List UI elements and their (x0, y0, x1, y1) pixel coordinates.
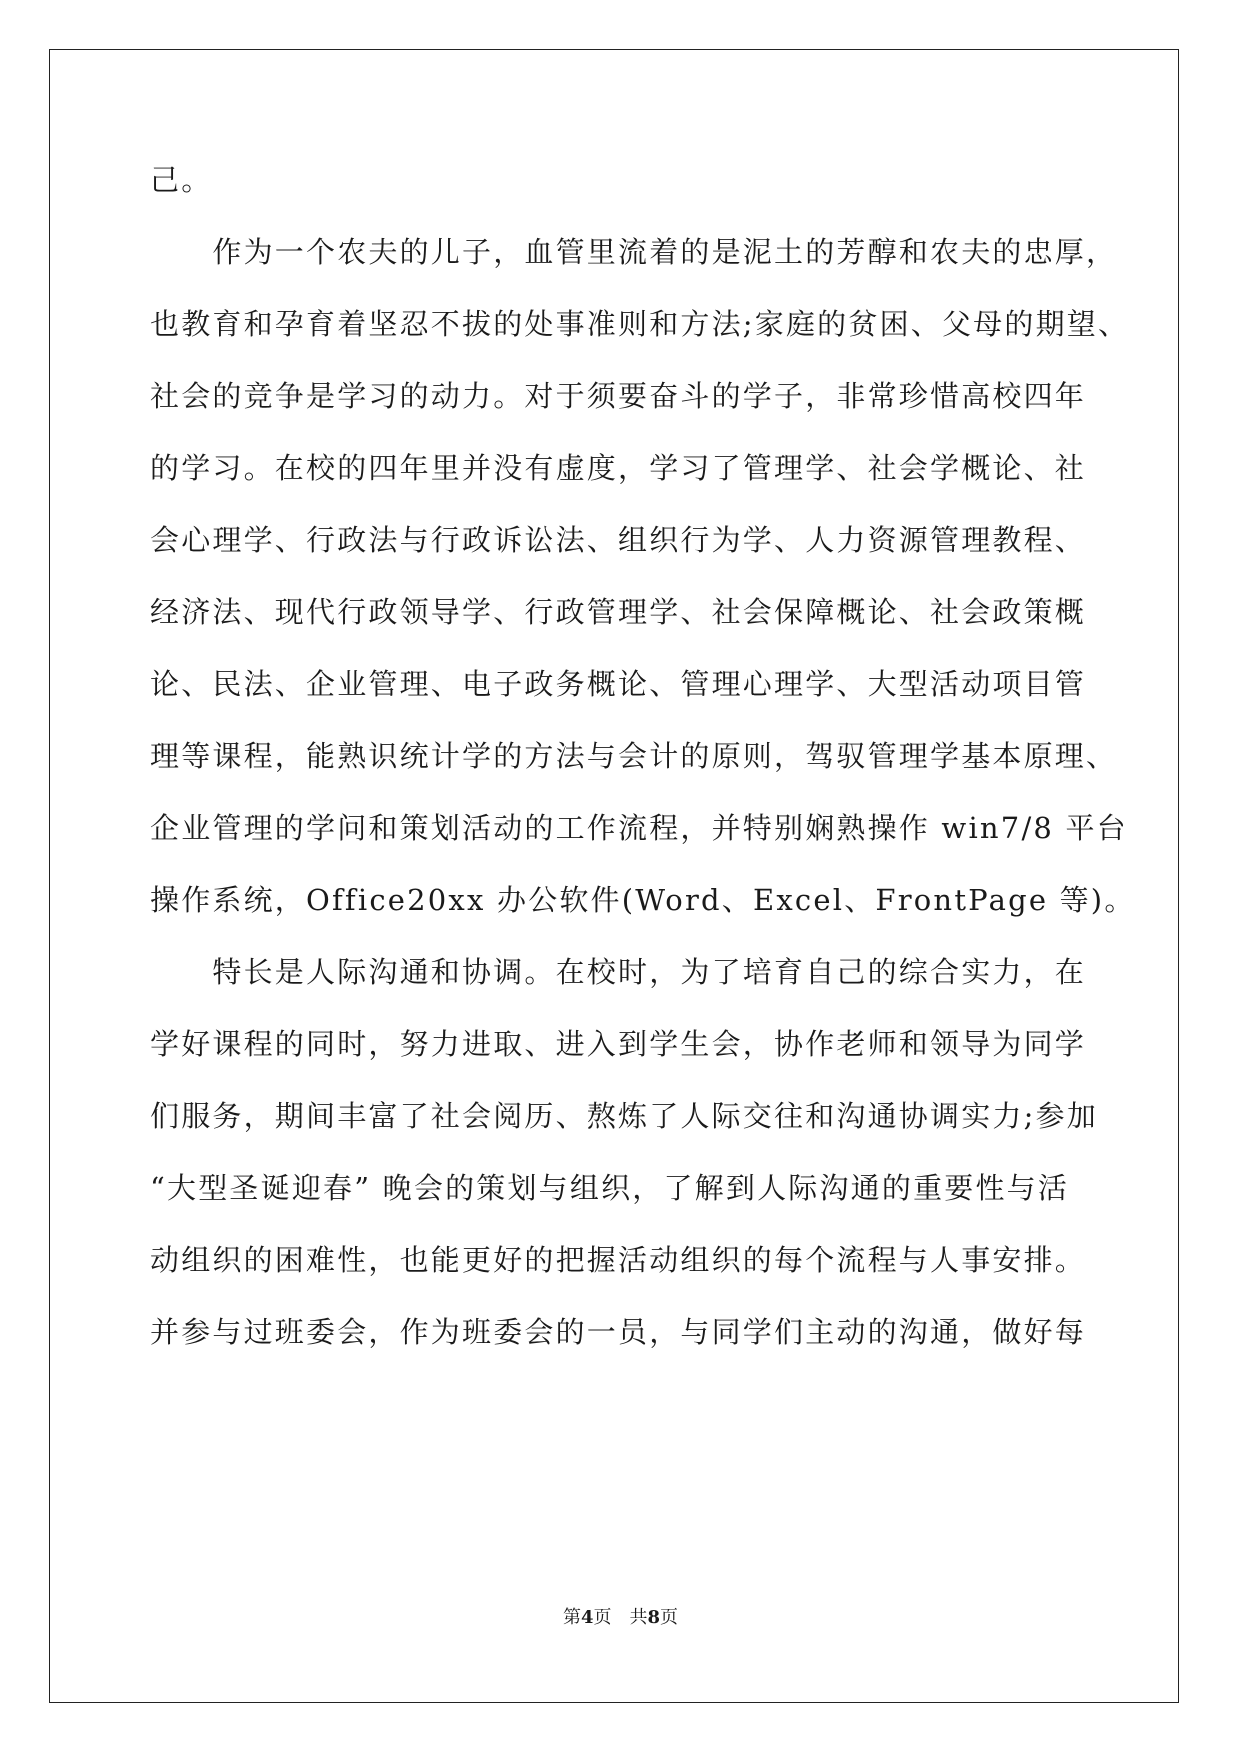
total-page-count: 8 (647, 1607, 661, 1628)
text-line: 作为一个农夫的儿子，血管里流着的是泥土的芳醇和农夫的忠厚， (150, 235, 1118, 269)
text-line: 的学习。在校的四年里并没有虚度，学习了管理学、社会学概论、社 (150, 451, 1087, 485)
text-line: 操作系统，Office20xx 办公软件(Word、Excel、FrontPage 等)。 (150, 883, 1136, 917)
current-page-number: 4 (580, 1607, 594, 1628)
page-footer (0, 1606, 1241, 1630)
text-line: 论、民法、企业管理、电子政务概论、管理心理学、大型活动项目管 (150, 667, 1087, 701)
text-line: 们服务，期间丰富了社会阅历、熬炼了人际交往和沟通协调实力;参加 (150, 1099, 1098, 1133)
text-line: 经济法、现代行政领导学、行政管理学、社会保障概论、社会政策概 (150, 595, 1087, 629)
text-line: 并参与过班委会，作为班委会的一员，与同学们主动的沟通，做好每 (150, 1315, 1087, 1349)
text-line: 学好课程的同时，努力进取、进入到学生会，协作老师和领导为同学 (150, 1027, 1087, 1061)
text-line: 特长是人际沟通和协调。在校时，为了培育自己的综合实力，在 (150, 955, 1087, 989)
text-line: 理等课程，能熟识统计学的方法与会计的原则，驾驭管理学基本原理、 (150, 739, 1118, 773)
footer-suffix: 页 (660, 1607, 679, 1628)
text-line: 企业管理的学问和策划活动的工作流程，并特别娴熟操作 win7/8 平台 (150, 811, 1128, 845)
text-line: “大型圣诞迎春” 晚会的策划与组织，了解到人际沟通的重要性与活 (150, 1171, 1070, 1205)
page-frame (49, 49, 1179, 1703)
footer-prefix: 第 (562, 1607, 581, 1628)
text-line: 己。 (150, 163, 213, 197)
text-line: 社会的竞争是学习的动力。对于须要奋斗的学子，非常珍惜高校四年 (150, 379, 1087, 413)
footer-middle: 页 共 (593, 1607, 648, 1628)
text-line: 动组织的困难性，也能更好的把握活动组织的每个流程与人事安排。 (150, 1243, 1087, 1277)
text-line: 也教育和孕育着坚忍不拔的处事准则和方法;家庭的贫困、父母的期望、 (150, 307, 1130, 341)
text-line: 会心理学、行政法与行政诉讼法、组织行为学、人力资源管理教程、 (150, 523, 1087, 557)
